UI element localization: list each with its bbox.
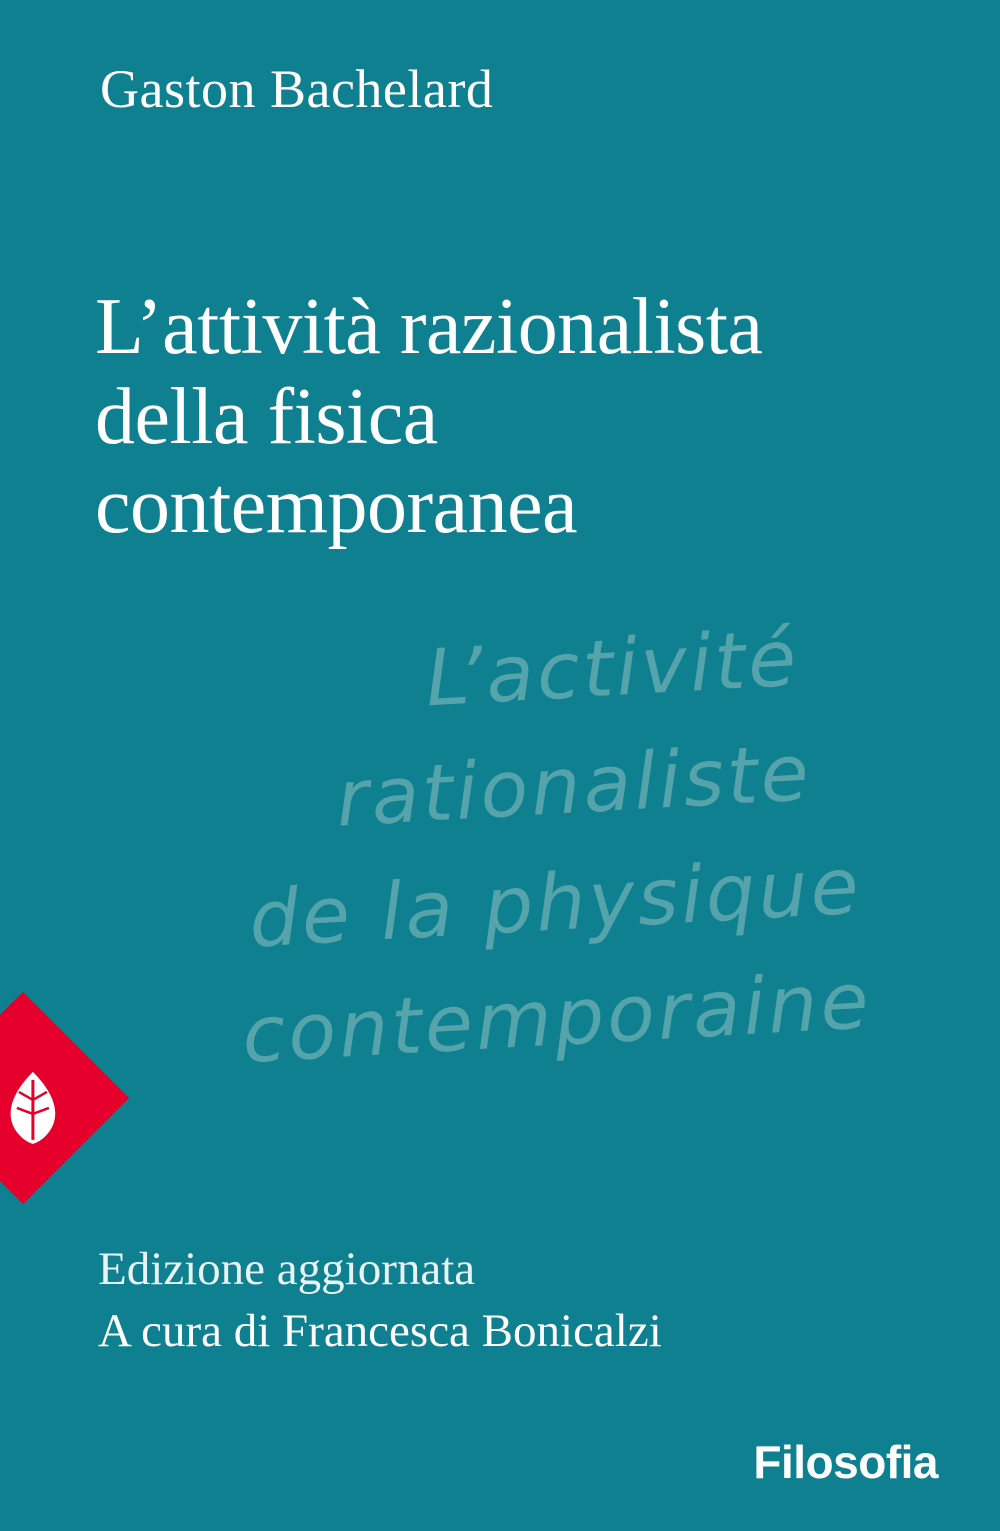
original-title-line: rationaliste	[333, 728, 814, 845]
title-line: della fisica	[95, 372, 438, 461]
curator-credit: A cura di Francesca Bonicalzi	[98, 1305, 662, 1358]
leaf-icon	[5, 1070, 61, 1146]
original-french-title	[110, 593, 984, 1101]
edition-info	[98, 1238, 918, 1362]
title-line: contemporanea	[95, 462, 578, 551]
original-title-line: L’activité	[423, 613, 802, 725]
publisher-diamond-logo	[0, 992, 129, 1204]
title-line: L’attività razionalista	[95, 283, 763, 371]
original-title-line: contemporaine	[239, 956, 874, 1082]
original-title-line: de la physique	[246, 841, 864, 966]
book-title	[95, 283, 925, 552]
series-name: Filosofia	[753, 1436, 938, 1488]
author-name: Gaston Bachelard	[100, 59, 494, 119]
edition-note: Edizione aggiornata	[98, 1243, 476, 1295]
